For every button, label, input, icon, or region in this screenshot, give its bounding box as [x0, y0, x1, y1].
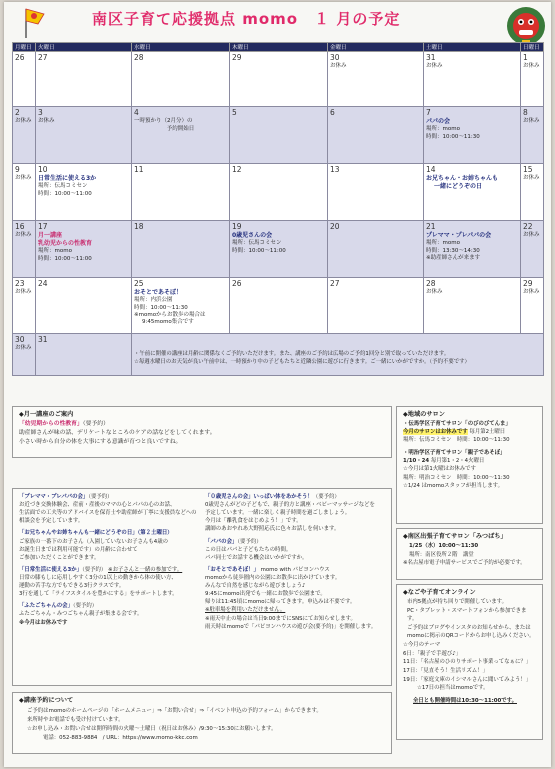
title-text: 南区子育て応援拠点 momo [92, 10, 299, 28]
day-cell [230, 107, 328, 164]
event-line: ふたごちゃん・みつごちゃん親子が集まる会です。 [19, 611, 143, 618]
outreach-date: 1/25（水）10:00～11:30 [409, 542, 479, 549]
day-cell [521, 221, 544, 278]
day-cell [36, 334, 132, 376]
day-cell [424, 107, 521, 164]
online-line: 11日：「名古屋のひのりサポート事業ってなぁに？」 [403, 659, 532, 666]
event-title: 「パパの会」 [205, 538, 238, 545]
event-line: 3行を通して「ライフスタイルを豊かにする」をサポートします。 [19, 591, 178, 598]
day-cell [132, 278, 230, 334]
event-title: プレママ・プレパパの会 [426, 232, 492, 240]
day-cell [132, 107, 230, 164]
day-cell [328, 221, 424, 278]
day-number: 18 [134, 222, 144, 231]
online-footer: 全日とも開催時間は10:30～11:00です。 [413, 697, 517, 704]
day-cell [230, 52, 328, 107]
event-line: パパ同士でお話する機会はいかがですか。 [205, 554, 308, 561]
events-right-column [205, 493, 387, 631]
day-number: 27 [38, 53, 48, 62]
event-title: 「日常生活に使える3か」 [19, 566, 83, 573]
schedule-label: １ 月の予定 [314, 10, 401, 28]
salon-date: 1/10・24 [403, 458, 430, 465]
day-number: 22 [523, 222, 533, 231]
day-number: 28 [134, 53, 144, 62]
closed-label: お休み [15, 345, 32, 352]
online-line: momoに掲示のQRコードからお申し込みください。 [407, 633, 535, 640]
calendar-note: ☆毎週水曜日のお天気が良い午前中は、一時預かり中の子どもたちと近隣公園に遊びに行きます。ご一緒にいかがですか。（予約不要です） [134, 359, 470, 366]
day-number: 6 [330, 108, 335, 117]
day-cell [132, 52, 230, 107]
day-cell [521, 52, 544, 107]
closed-label: お休み [523, 175, 540, 182]
day-cell [230, 221, 328, 278]
day-number: 29 [523, 279, 533, 288]
event-title-line2: 一緒にどうぞの日 [434, 183, 483, 191]
weekday-header-row [13, 43, 544, 52]
weekday-sun: 日曜日 [521, 43, 544, 52]
event-line: 雨天時はmomoで「パピヨンハウスの遊び会(要予約)」を開催します。 [205, 623, 377, 630]
event-line: 帰りは11:45頃にmomoに帰ってきます。申込みは不要です。 [205, 599, 356, 606]
event-line: 今月は「離乳食をはじめよう！」です。 [205, 518, 302, 525]
day-number: 14 [426, 165, 436, 174]
event-time: 時間：10:00～11:30 [426, 133, 480, 140]
event-note: ※助産師さんが来ます [426, 255, 481, 262]
day-number: 21 [426, 222, 436, 231]
day-cell [36, 221, 132, 278]
salon-place: 場所：伝馬コミセン 時間：10:00～11:30 [403, 437, 510, 444]
day-number: 20 [330, 222, 340, 231]
event-line: 講師のあおやれあ大野照応氏に色々お話しを伺います。 [205, 526, 340, 533]
day-cell [424, 164, 521, 221]
day-number: 5 [232, 108, 237, 117]
section-heading: ◆月一講座のご案内 [19, 411, 74, 418]
outreach-place: 場所：南区役所２階 講堂 [409, 551, 474, 558]
outreach-note: ※名古屋市電子申請サービスでご予約が必要です。 [403, 560, 526, 567]
day-number: 29 [232, 53, 242, 62]
online-line: PC・タブレット・スマートフォンから参加できます。 [407, 607, 527, 623]
closed-label: お休み [15, 232, 32, 239]
day-number: 8 [523, 108, 528, 117]
weekday-thu: 木曜日 [230, 43, 328, 52]
event-suffix: （要予約） [237, 538, 262, 545]
salon-notice: 今月のサロンはお休みです [403, 428, 468, 435]
day-number: 3 [38, 108, 43, 117]
day-cell [424, 278, 521, 334]
day-number: 25 [134, 279, 144, 288]
day-cell [13, 52, 36, 107]
calendar-note: ・午前に開催の講座は月齢に関係なくご予約いただけます。また、講座のご予約は広場のご予約1回分と別で取っていただけます。 [134, 351, 450, 357]
event-title: 「ふたごちゃんの会」 [19, 603, 73, 610]
reservation-line: ご予約はmomoのホームページの「ホームメニュー」⇒「お問い合せ」⇒「イベント申込の予約フォーム」からできます。 [27, 707, 322, 714]
day-cell [521, 164, 544, 221]
event-title: 日常生活に使える3か [38, 175, 97, 183]
event-line: 9:45にmomo出発でも一緒にお散歩で公園まで。 [205, 591, 326, 598]
event-suffix: （要予約） [312, 494, 340, 500]
lecture-line: 助産師さんが味の話、デリケートなところのケアの話などをしてくれます。 [19, 429, 216, 436]
week-row-5 [13, 278, 544, 334]
event-note: ※お子さんと一緒の参加です。 [108, 566, 183, 573]
closed-label: お休み [38, 118, 55, 125]
day-number: 23 [15, 279, 25, 288]
reservation-contact: 電話：052-883-9884 / URL：https://www.momo-kkc.com [43, 735, 198, 742]
event-title: おそとであそぼ！ [134, 289, 183, 297]
closed-label: お休み [15, 289, 32, 296]
event-line: ※雨天中止の場合は当日9:00までにSNSにてお知らせします。 [205, 615, 356, 622]
event-note: ※今月はお休みです [19, 619, 68, 626]
closed-label: お休み [523, 63, 540, 70]
reservation-box [12, 692, 392, 754]
event-line: みんなで自然を感じながら遊びましょう♪ [205, 583, 306, 590]
online-line: 19日：「家庭文庫のイシマルさんに聞いてみよう！」 [403, 676, 532, 683]
day-cell [328, 52, 424, 107]
event-title: お兄ちゃん・お姉ちゃんも [426, 175, 499, 183]
day-number: 11 [134, 165, 144, 174]
section-heading: ◆なごや子育てオンライン [403, 589, 476, 596]
event-line: 運動の苦手な方でもできる3行クラスです。 [19, 583, 125, 590]
day-number: 26 [232, 279, 242, 288]
day-cell [13, 107, 36, 164]
day-cell [328, 278, 424, 334]
day-cell [521, 278, 544, 334]
event-line: 生活面での工夫等のアドバイスを保育士や助産師が丁寧に支援員などへの [19, 510, 197, 517]
online-line: 17日：「見直そう！生活リズム！」 [403, 668, 488, 675]
event-title: 「プレママ・プレパパの会」 [19, 494, 89, 500]
event-subtitle: 乳幼児からの性教育 [38, 240, 93, 248]
event-line: 予定しています。一緒に楽しく親子時間を過ごしましょう。 [205, 510, 351, 517]
day-cell [13, 278, 36, 334]
week-row-1 [13, 52, 544, 107]
event-time: 時間：10:00～11:30 [134, 304, 188, 311]
week-row-3 [13, 164, 544, 221]
lecture-title: 「幼児期からの性教育」 [19, 420, 83, 427]
closed-label: お休み [523, 232, 540, 239]
reservation-line: ☆お申し込み・お問い合せは開所時間の火曜～土曜日（祝日はお休み）/9:30～15:30にお願いします。 [27, 725, 277, 732]
event-note: 予約開始日 [166, 125, 195, 132]
salon-title: ・明治学区子育てサロン「親子であそぼ」 [403, 449, 506, 456]
weekday-wed: 水曜日 [132, 43, 230, 52]
calendar-notes [132, 334, 544, 376]
online-line: 市内5拠点が持ち回りで開催しています。 [407, 598, 508, 605]
weekday-mon: 月曜日 [13, 43, 36, 52]
flyer-sheet [4, 2, 551, 767]
events-box [12, 488, 392, 686]
event-line: ご家族の一番下のお子さん（入園していないお子さんも4歳の [19, 538, 168, 545]
event-note: ※momoからお散歩の場合は [134, 312, 206, 319]
event-line: お誕生日までは利用可能です）の月齢に合わせて [19, 546, 138, 553]
salon-day: 毎月第2土曜日 [469, 428, 506, 435]
event-place: 場所：伝馬コミセン [38, 183, 88, 190]
event-title: 0歳児さんの会 [232, 232, 273, 240]
day-number: 31 [426, 53, 436, 62]
weekday-fri: 金曜日 [328, 43, 424, 52]
event-line: 相談会を予定しています。 [19, 518, 84, 525]
event-suffix: （要予約） [72, 603, 98, 610]
event-line: ご参加いただくことができます。 [19, 554, 100, 561]
day-number: 31 [38, 335, 48, 344]
event-place: 場所：momo [426, 240, 460, 247]
closed-label: お休み [523, 289, 540, 296]
weekday-sat: 土曜日 [424, 43, 521, 52]
online-line: 6日：「親子で手遊び♪」 [403, 650, 462, 657]
event-title: 「お兄ちゃんやお姉ちゃんも一緒にどうぞの日」（第２土曜日） [19, 530, 173, 537]
closed-label: お休み [426, 63, 443, 70]
events-left-column [19, 493, 197, 627]
outreach-salon-box [396, 528, 543, 580]
event-time: 時間：10:00～11:00 [38, 255, 92, 262]
closed-label: お休み [523, 118, 540, 125]
salon-title: ・伝馬学区子育てサロン「のびのびてんま」 [403, 420, 511, 427]
online-line: ☆17日の担当はmomoです。 [417, 685, 489, 692]
day-cell [424, 221, 521, 278]
event-title: 月一講座 [38, 232, 63, 240]
salon-day: 毎月第1・2・4火曜日 [430, 458, 485, 465]
day-cell [13, 164, 36, 221]
day-cell [230, 164, 328, 221]
closed-label: お休み [330, 63, 347, 70]
lecture-line: 小さい時から自分の体を大事にする意識が育つと良いですね。 [19, 438, 182, 445]
event-place: 場所：内浜公園 [134, 297, 173, 304]
event-note: 9:45momo集合です [142, 319, 194, 326]
day-number: 2 [15, 108, 20, 117]
event-place: 場所：momo [426, 126, 460, 133]
day-number: 26 [15, 53, 25, 62]
day-number: 13 [330, 165, 340, 174]
event-place: 場所：momo [38, 248, 72, 255]
day-number: 7 [426, 108, 431, 117]
day-number: 16 [15, 222, 25, 231]
event-time: 時間：10:00～11:00 [232, 247, 286, 254]
day-cell [36, 164, 132, 221]
event-suffix: （要予約） [88, 494, 113, 500]
header [4, 2, 551, 42]
event-place: 場所：伝馬コミセン [232, 240, 282, 247]
day-number: 15 [523, 165, 533, 174]
online-box [396, 584, 543, 740]
day-cell [328, 164, 424, 221]
day-number: 27 [330, 279, 340, 288]
calendar-table [12, 42, 544, 376]
section-heading: ◆地域のサロン [403, 411, 445, 418]
day-cell [13, 221, 36, 278]
salon-box [396, 406, 543, 524]
day-number: 10 [38, 165, 48, 174]
closed-label: お休み [15, 118, 32, 125]
event-title: 「０歳児さんの会」いっぱい体をあかそう！ [205, 494, 313, 500]
salon-line: ☆1/24 はmomoスタッフが担当します。 [403, 483, 504, 490]
day-number: 12 [232, 165, 242, 174]
day-number: 17 [38, 222, 48, 231]
event-title: 「おそとであそぼ！」 [205, 566, 259, 573]
online-line: ☆今月のテーマ [403, 642, 441, 649]
day-number: 30 [330, 53, 340, 62]
week-row-6 [13, 334, 544, 376]
day-number: 24 [38, 279, 48, 288]
day-number: 19 [232, 222, 242, 231]
day-cell [424, 52, 521, 107]
event-note: 一時預かり（2月分）の [134, 118, 193, 125]
event-line: 日常の膝もしに応用しやすく3分の1以上の動きから体の使い方、 [19, 574, 177, 581]
day-number: 30 [15, 335, 25, 344]
day-number: 28 [426, 279, 436, 288]
closed-label: お休み [426, 289, 443, 296]
salon-line: 場所：明治コミセン 時間：10:00～11:30 [403, 474, 510, 481]
day-cell [13, 334, 36, 376]
day-cell [132, 221, 230, 278]
day-cell [36, 52, 132, 107]
section-heading: ◆南区出張子育てサロン「みつばち」 [403, 533, 507, 540]
event-time: 時間：10:00～11:00 [38, 190, 92, 197]
flag-icon [18, 5, 46, 39]
event-suffix: （要予約） [82, 566, 107, 573]
event-title: パパの会 [426, 118, 451, 126]
day-cell [132, 164, 230, 221]
online-line: ご予約はブログやインスタのお知らせから、または [407, 624, 531, 631]
week-row-4 [13, 221, 544, 278]
day-cell [328, 107, 424, 164]
event-suffix: momo with パピヨンハウス [258, 566, 330, 573]
week-row-2 [13, 107, 544, 164]
event-line: お近づき交換体験会、産前・産後のママの心とパパの心のお話、 [19, 502, 176, 509]
closed-label: お休み [15, 175, 32, 182]
day-cell [36, 278, 132, 334]
day-number: 9 [15, 165, 20, 174]
section-heading: ◆講座予約について [19, 697, 74, 704]
day-cell [230, 278, 328, 334]
day-number: 4 [134, 108, 139, 117]
page-title [92, 8, 512, 29]
reservation-line: 来所時やお電話でも受け付けています。 [27, 716, 124, 723]
event-line: momoから徒歩圏内の公園にお散歩に出かけています。 [205, 574, 341, 581]
salon-line: ☆今月は第1火曜はお休みです [403, 466, 476, 473]
monthly-lecture-box [12, 406, 392, 458]
weekday-tue: 火曜日 [36, 43, 132, 52]
lecture-suffix: （要予約） [82, 420, 109, 427]
day-number: 1 [523, 53, 528, 62]
day-cell [36, 107, 132, 164]
event-line: この日はパパと子どもたちの時間。 [205, 546, 292, 553]
event-time: 時間：13:30～14:30 [426, 247, 480, 254]
event-line: ※駐車場を利用いただけません。 [205, 607, 286, 614]
day-cell [521, 107, 544, 164]
event-line: 0歳児さんがどの子どもで、親子的方と講座・ベビーマッサージなどを [205, 502, 375, 509]
